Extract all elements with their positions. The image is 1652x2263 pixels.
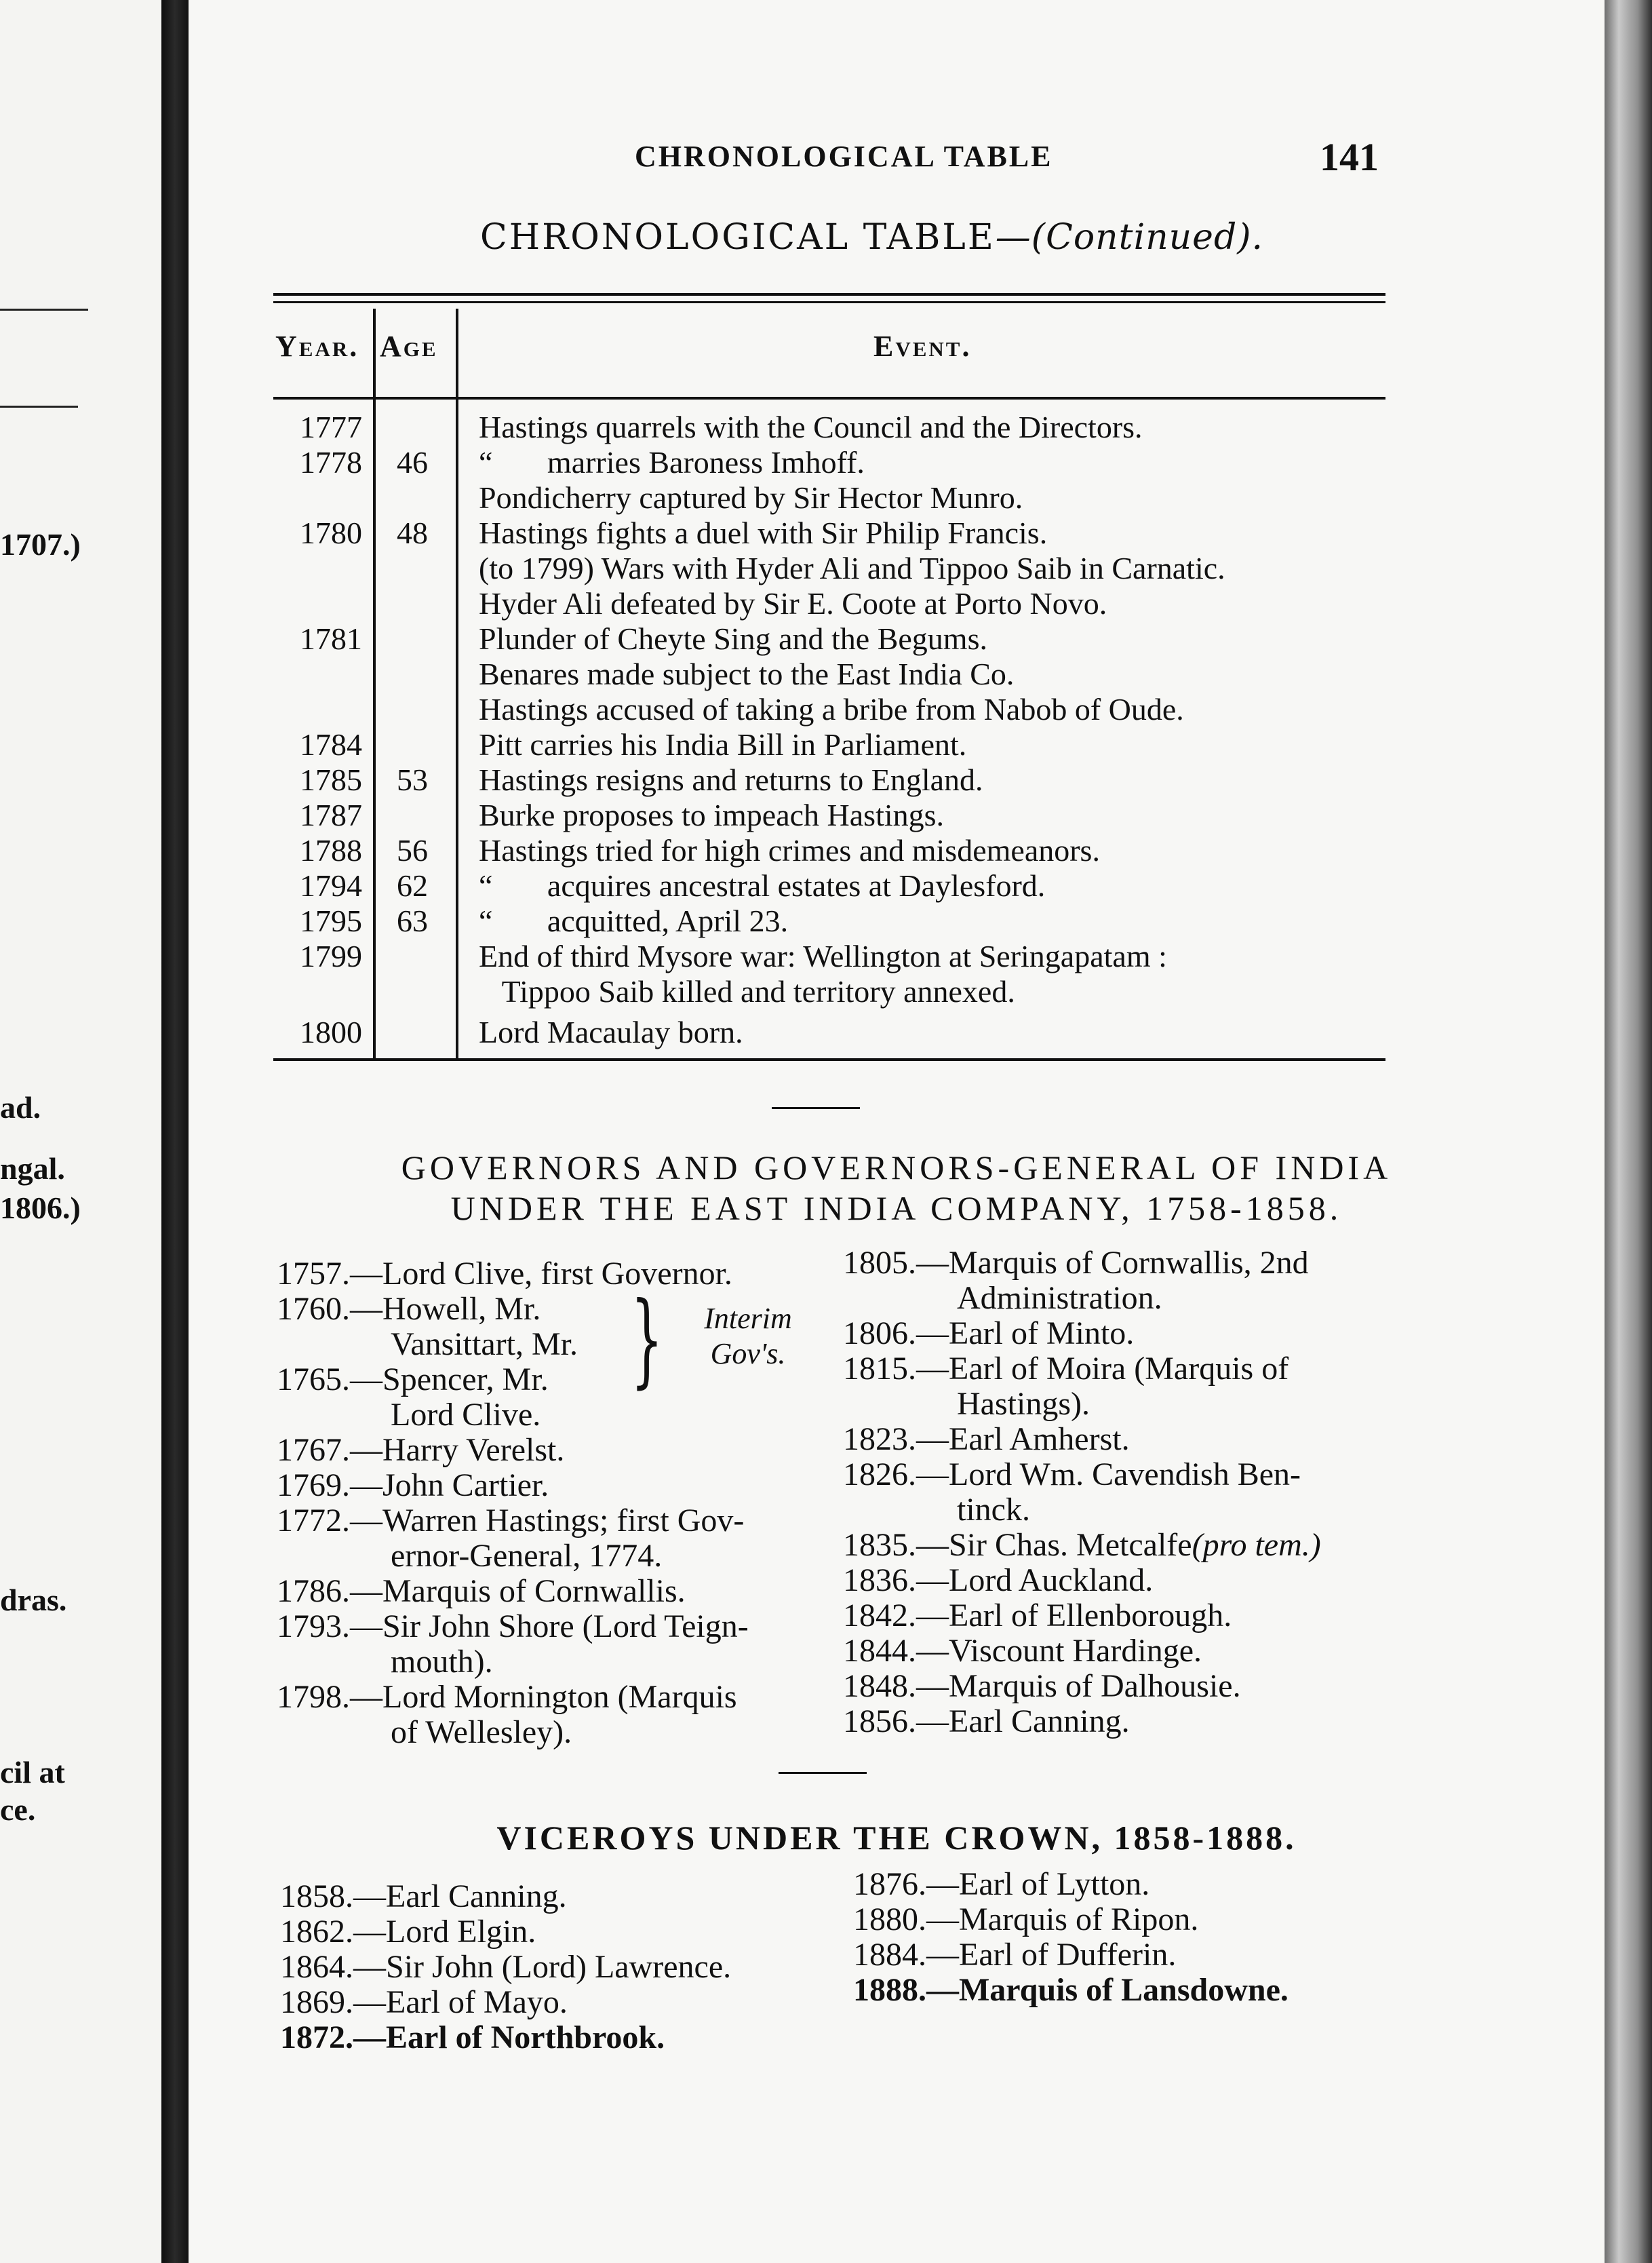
governor-entry: 1836.—Lord Auckland.: [843, 1562, 1154, 1598]
governor-entry: 1772.—Warren Hastings; first Gov-: [277, 1503, 745, 1539]
age-cell: 53: [397, 762, 428, 797]
year-cell: 1784: [300, 727, 362, 762]
viceroy-entry: 1888.—Marquis of Lansdowne.: [853, 1972, 1289, 2008]
page-number: 141: [1320, 135, 1379, 179]
age-cell: [385, 798, 439, 833]
age-cell: 63: [397, 904, 428, 938]
column-divider: [456, 309, 458, 1058]
year-cell: 1777: [300, 410, 362, 444]
interim-brace-icon: }: [631, 1281, 663, 1399]
governor-entry: Vansittart, Mr.: [391, 1326, 578, 1362]
age-cell: [385, 974, 439, 1009]
event-cell: Tippoo Saib killed and territory annexed.: [479, 974, 1015, 1009]
governor-entry: 1815.—Earl of Moira (Marquis of: [843, 1351, 1289, 1387]
year-cell: 1800: [300, 1015, 362, 1049]
governor-entry: 1767.—Harry Verelst.: [277, 1432, 565, 1468]
left-page-text: ad.: [0, 1090, 41, 1125]
governor-entry: of Wellesley).: [391, 1714, 572, 1750]
left-page-text: ce.: [0, 1792, 36, 1827]
governor-entry: 1826.—Lord Wm. Cavendish Ben-: [843, 1456, 1301, 1492]
event-cell: “ acquires ancestral estates at Daylesford.: [479, 868, 1046, 903]
governor-entry: mouth).: [391, 1644, 493, 1680]
governor-entry: Hastings).: [957, 1386, 1090, 1422]
governor-entry: 1842.—Earl of Ellenborough.: [843, 1598, 1232, 1633]
age-cell: [385, 410, 439, 445]
governor-entry: 1760.—Howell, Mr.: [277, 1291, 541, 1327]
age-cell: 62: [397, 868, 428, 903]
governor-entry: 1856.—Earl Canning.: [843, 1703, 1130, 1739]
column-header-year: Year.: [275, 330, 359, 363]
event-cell: (to 1799) Wars with Hyder Ali and Tippoo Saib in Carnatic.: [479, 551, 1225, 585]
year-cell: [290, 480, 372, 516]
age-cell: [385, 621, 439, 657]
governor-entry: 1769.—John Cartier.: [277, 1467, 549, 1503]
interim-governors-note: [670, 1301, 826, 1372]
section-divider: [779, 1772, 867, 1774]
event-cell: Pondicherry captured by Sir Hector Munro.: [479, 480, 1023, 515]
viceroy-entry: 1864.—Sir John (Lord) Lawrence.: [280, 1949, 732, 1985]
interim-line: Interim: [704, 1302, 792, 1335]
left-page-fragment: [0, 0, 161, 2263]
governor-entry: 1844.—Viscount Hardinge.: [843, 1633, 1202, 1669]
table-title: [480, 217, 1263, 258]
governor-entry: [843, 1528, 1321, 1563]
age-cell: [385, 1015, 439, 1050]
governor-entry: 1848.—Marquis of Dalhousie.: [843, 1668, 1241, 1704]
viceroy-entry: 1869.—Earl of Mayo.: [280, 1984, 568, 2020]
section-divider: [772, 1107, 860, 1109]
left-page-text: 1707.): [0, 527, 81, 562]
governors-right-column: [843, 1245, 1321, 1739]
year-cell: [290, 586, 372, 621]
age-cell: [385, 727, 439, 762]
viceroy-entry: 1862.—Lord Elgin.: [280, 1914, 536, 1950]
age-cell: 48: [397, 516, 428, 550]
year-cell: 1780: [300, 516, 362, 550]
event-cell: Hastings resigns and returns to England.: [479, 762, 983, 797]
event-cell: Pitt carries his India Bill in Parliament.: [479, 727, 967, 762]
column-header-event: Event.: [873, 330, 972, 363]
age-cell: [385, 480, 439, 516]
event-cell: Hastings tried for high crimes and misdemeanors.: [479, 833, 1100, 868]
age-cell: 56: [397, 833, 428, 868]
governor-entry: tinck.: [957, 1492, 1030, 1528]
viceroy-entry: 1872.—Earl of Northbrook.: [280, 2019, 665, 2055]
age-cell: [385, 551, 439, 586]
viceroy-entry: 1858.—Earl Canning.: [280, 1878, 567, 1914]
age-cell: [385, 586, 439, 621]
year-cell: 1795: [300, 904, 362, 938]
table-top-rule: [273, 293, 1385, 296]
page-141: [189, 0, 1605, 2263]
age-cell: [385, 692, 439, 727]
event-cell: Plunder of Cheyte Sing and the Begums.: [479, 621, 987, 656]
table-top-rule-2: [273, 301, 1385, 303]
left-page-text: cil at: [0, 1755, 65, 1790]
event-cell: Hastings quarrels with the Council and the Directors.: [479, 410, 1143, 444]
pro-tem-note: (pro tem.): [1192, 1527, 1321, 1563]
table-header-rule: [273, 397, 1385, 400]
book-gutter: [161, 0, 189, 2263]
age-cell: 46: [397, 445, 428, 480]
year-cell: [290, 551, 372, 586]
year-cell: [290, 692, 372, 727]
governor-entry: 1757.—Lord Clive, first Governor.: [277, 1256, 732, 1292]
governors-heading-line1: GOVERNORS AND GOVERNORS-GENERAL OF INDIA: [401, 1148, 1392, 1186]
viceroys-right-column: [853, 1867, 1289, 2008]
governor-entry: 1823.—Earl Amherst.: [843, 1421, 1130, 1457]
governors-heading-line2: UNDER THE EAST INDIA COMPANY, 1758-1858.: [450, 1189, 1343, 1227]
event-cell: End of third Mysore war: Wellington at Seringapatam :: [479, 939, 1167, 973]
table-title-main: CHRONOLOGICAL TABLE: [480, 217, 996, 258]
governor-entry-text: 1835.—Sir Chas. Metcalfe: [843, 1527, 1192, 1563]
viceroys-heading: VICEROYS UNDER THE CROWN, 1858-1888.: [496, 1819, 1297, 1857]
table-title-suffix: —(Continued).: [995, 217, 1264, 258]
viceroy-entry: 1880.—Marquis of Ripon.: [853, 1901, 1199, 1937]
governor-entry: 1765.—Spencer, Mr.: [277, 1361, 549, 1397]
viceroy-entry: 1884.—Earl of Dufferin.: [853, 1937, 1177, 1973]
event-cell: Lord Macaulay born.: [479, 1015, 743, 1049]
event-cell: Benares made subject to the East India Co.: [479, 657, 1015, 691]
page-edge: [1605, 0, 1652, 2263]
event-cell: “ acquitted, April 23.: [479, 904, 789, 938]
governor-entry: 1793.—Sir John Shore (Lord Teign-: [277, 1608, 749, 1644]
governor-entry: 1806.—Earl of Minto.: [843, 1315, 1135, 1351]
year-cell: 1785: [300, 762, 362, 797]
year-cell: 1778: [300, 445, 362, 480]
left-page-rule: [0, 309, 88, 311]
year-cell: 1799: [300, 939, 362, 973]
left-page-text: ngal.: [0, 1151, 65, 1186]
left-page-text: 1806.): [0, 1191, 81, 1225]
table-bottom-rule: [273, 1058, 1385, 1061]
left-page-text: dras.: [0, 1583, 67, 1617]
viceroy-entry: 1876.—Earl of Lytton.: [853, 1866, 1150, 1902]
year-cell: [290, 657, 372, 692]
column-divider: [373, 309, 376, 1058]
year-cell: 1781: [300, 621, 362, 656]
viceroys-left-column: [280, 1879, 731, 2055]
event-cell: Hastings fights a duel with Sir Philip Francis.: [479, 516, 1048, 550]
governor-entry: Lord Clive.: [391, 1397, 541, 1433]
governor-entry: 1805.—Marquis of Cornwallis, 2nd: [843, 1245, 1309, 1281]
year-cell: 1787: [300, 798, 362, 832]
year-cell: 1788: [300, 833, 362, 868]
age-cell: [385, 939, 439, 974]
age-cell: [385, 657, 439, 692]
left-page-rule: [0, 406, 78, 408]
year-cell: 1794: [300, 868, 362, 903]
governor-entry: Administration.: [957, 1280, 1162, 1316]
governor-entry: 1786.—Marquis of Cornwallis.: [277, 1573, 686, 1609]
event-cell: Hastings accused of taking a bribe from Nabob of Oude.: [479, 692, 1184, 727]
governor-entry: ernor-General, 1774.: [391, 1538, 663, 1574]
governor-entry: 1798.—Lord Mornington (Marquis: [277, 1679, 737, 1715]
event-cell: “ marries Baroness Imhoff.: [479, 445, 865, 480]
event-cell: Hyder Ali defeated by Sir E. Coote at Porto Novo.: [479, 586, 1107, 621]
running-head: CHRONOLOGICAL TABLE: [635, 140, 1053, 173]
interim-line: Gov's.: [710, 1337, 786, 1370]
event-cell: Burke proposes to impeach Hastings.: [479, 798, 945, 832]
year-cell: [290, 974, 372, 1009]
column-header-age: Age: [380, 330, 438, 363]
